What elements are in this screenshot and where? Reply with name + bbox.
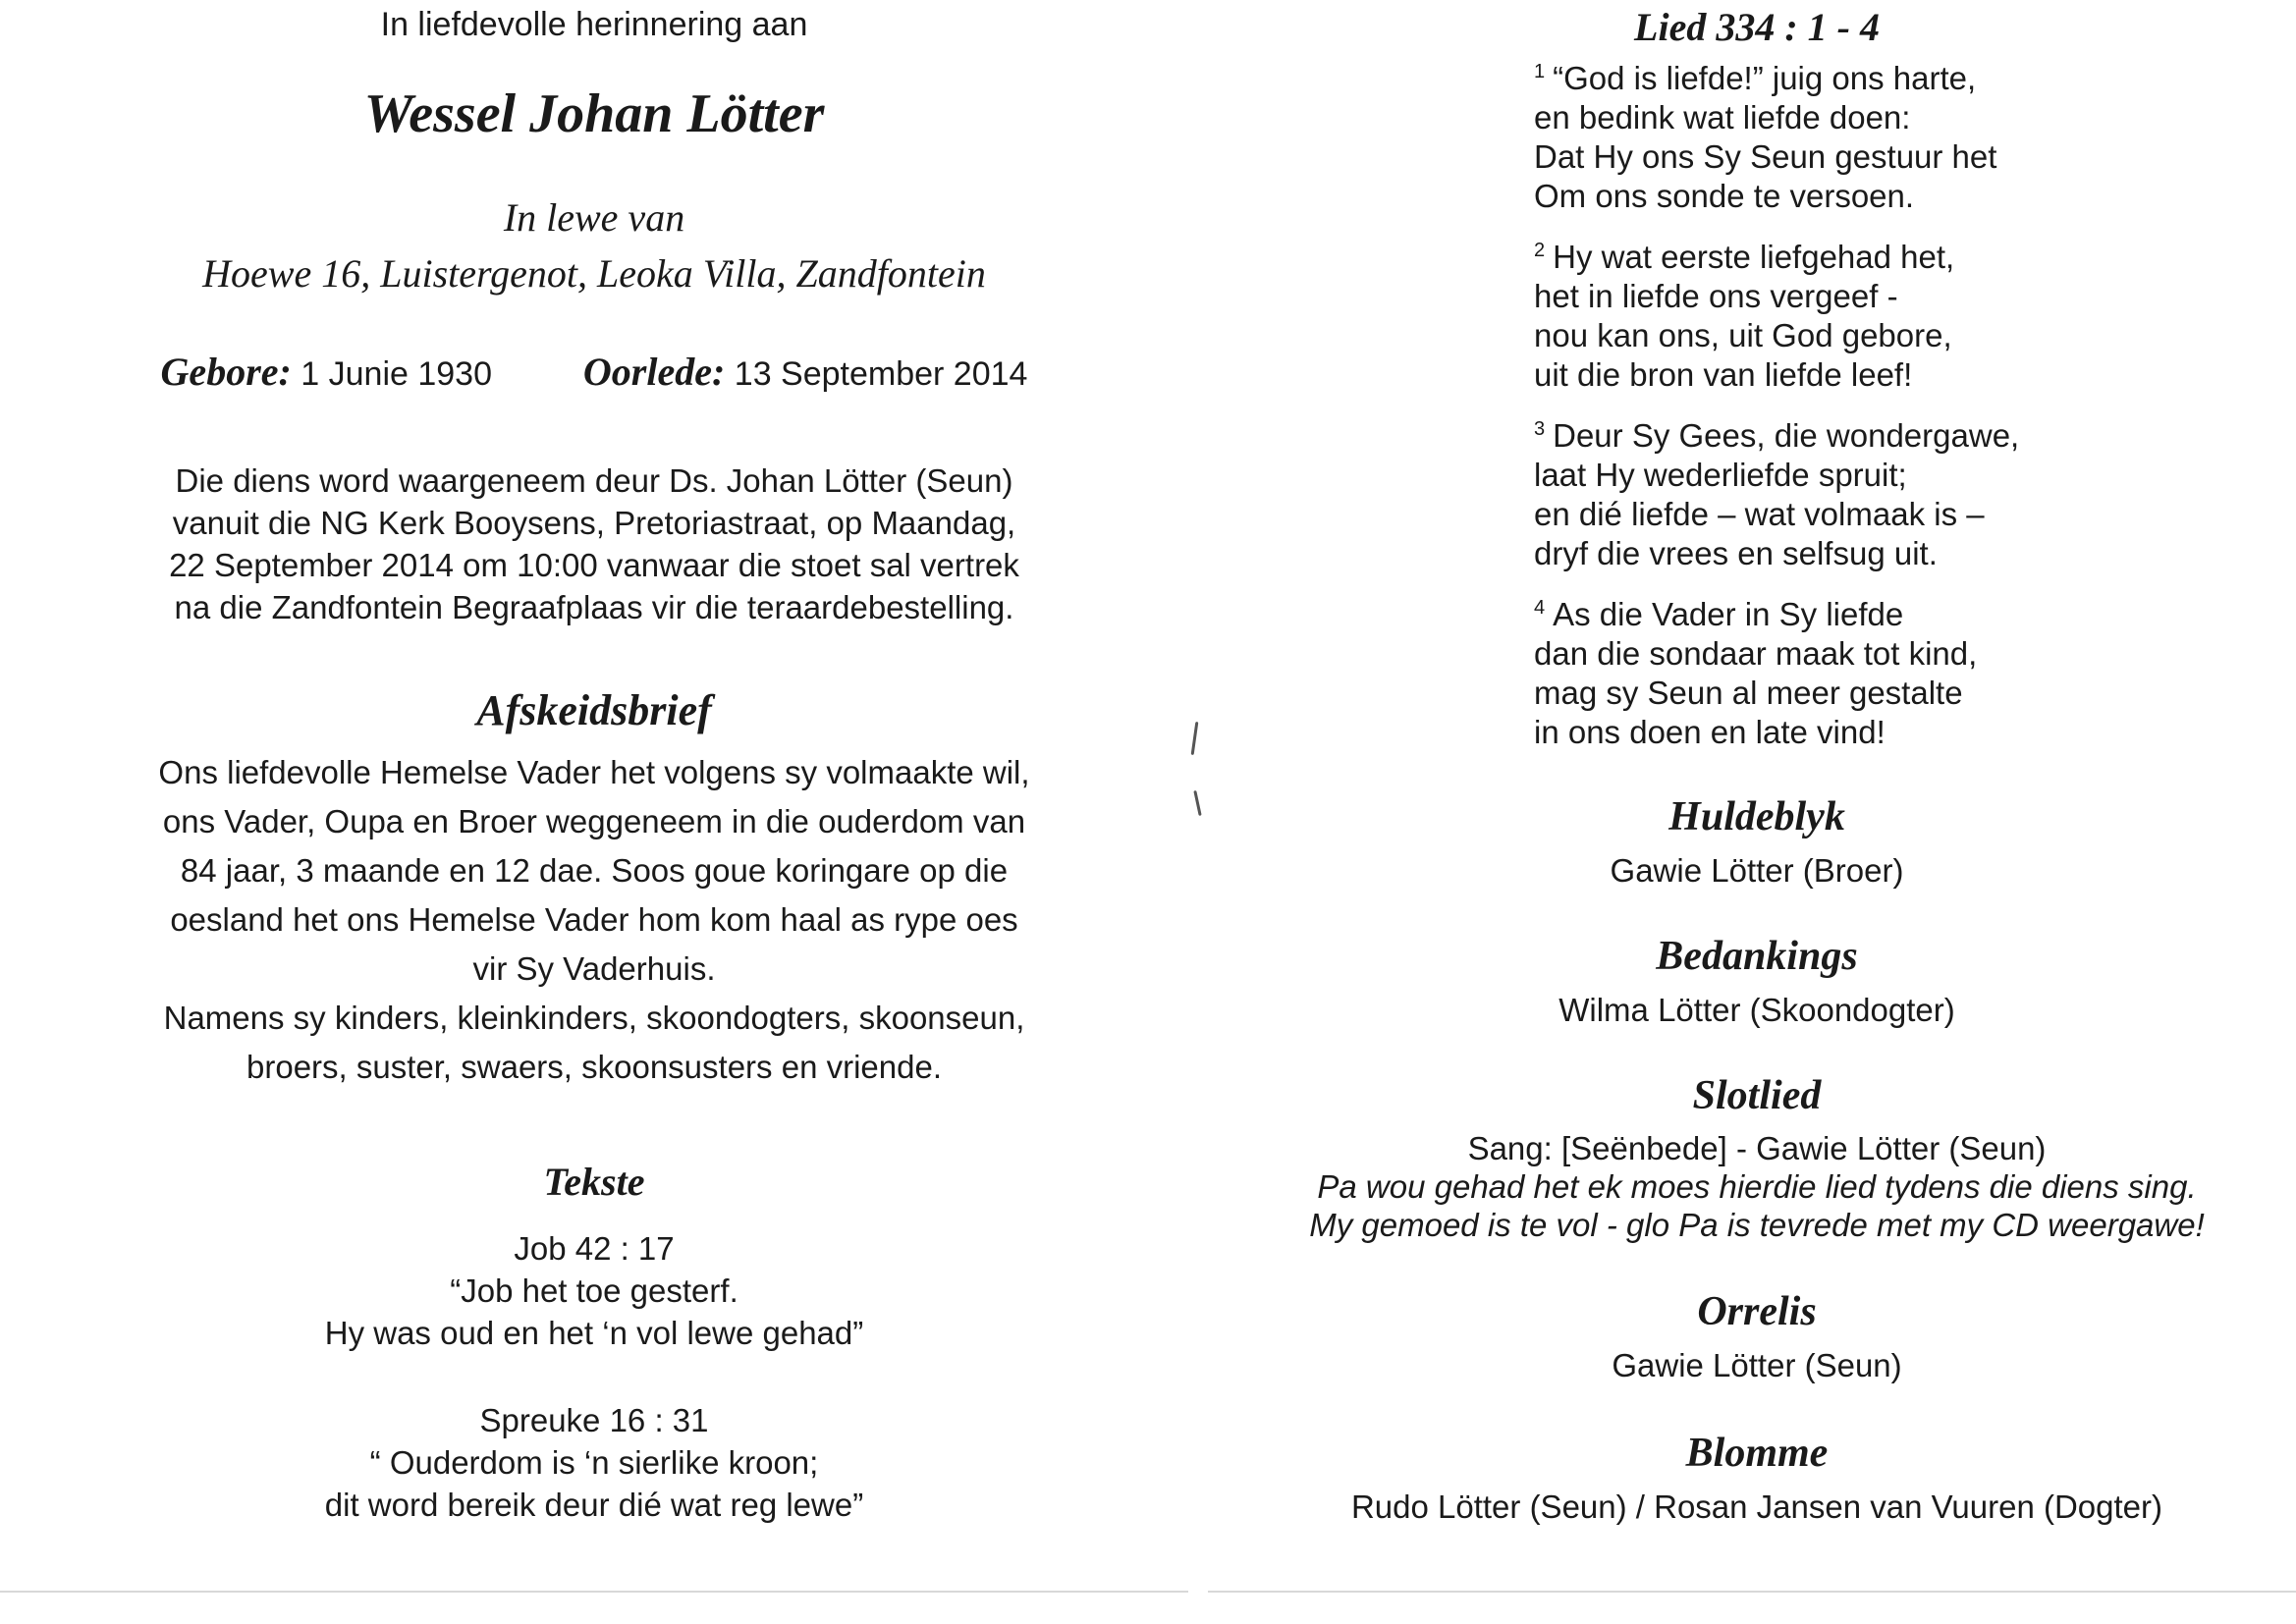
verse-spreuke	[0, 1399, 1188, 1526]
stanza-number: 2	[1534, 240, 1546, 261]
died-date: 13 September 2014	[734, 355, 1028, 393]
verse-line: “ Ouderdom is ‘n sierlike kroon;	[369, 1444, 819, 1481]
stanza-line: in ons doen en late vind!	[1534, 714, 1886, 750]
born-label: Gebore:	[160, 350, 292, 394]
afskeid-line: Namens sy kinders, kleinkinders, skoondogters, skoonseun,	[163, 1000, 1025, 1036]
afskeid-line: Ons liefdevolle Hemelse Vader het volgens sy volmaakte wil,	[158, 754, 1030, 790]
scan-edge	[0, 1591, 1188, 1593]
stanza	[1534, 59, 2221, 216]
stanza-line: nou kan ons, uit God gebore,	[1534, 317, 1952, 353]
stanza-line: laat Hy wederliefde spruit;	[1534, 457, 1907, 493]
afskeid-line: 84 jaar, 3 maande en 12 dae. Soos goue koringare op die	[180, 852, 1009, 889]
huldeblyk-value: Gawie Lötter (Broer)	[1610, 852, 1904, 889]
service-line: na die Zandfontein Begraafplaas vir die teraardebestelling.	[174, 589, 1014, 625]
in-lewe-van: In lewe van	[503, 195, 685, 240]
huldeblyk-heading: Huldeblyk	[1668, 794, 1845, 839]
verse-reference: Job 42 : 17	[514, 1230, 675, 1267]
deceased-name: Wessel Johan Lötter	[363, 83, 825, 144]
born-date: 1 Junie 1930	[301, 355, 493, 393]
slotlied-line: Sang: [Seënbede] - Gawie Lötter (Seun)	[1467, 1130, 2047, 1166]
afskeidsbrief-body	[0, 748, 1188, 1092]
stanza-line: “God is liefde!” juig ons harte,	[1553, 60, 1977, 96]
fold-mark	[1191, 722, 1199, 755]
verse-job	[0, 1227, 1188, 1354]
hymn-stanzas	[1534, 59, 2221, 774]
stanza	[1534, 416, 2221, 573]
intro-text: In liefdevolle herinnering aan	[380, 6, 808, 43]
stanza-number: 3	[1534, 418, 1546, 440]
bedankings-value: Wilma Lötter (Skoondogter)	[1558, 992, 1955, 1028]
orrelis-value: Gawie Lötter (Seun)	[1612, 1347, 1902, 1383]
stanza-line: Dat Hy ons Sy Seun gestuur het	[1534, 138, 1997, 175]
verse-line: dit word bereik deur dié wat reg lewe”	[324, 1487, 864, 1523]
afskeid-line: broers, suster, swaers, skoonsusters en vriende.	[246, 1049, 942, 1085]
lied-heading: Lied 334 : 1 - 4	[1634, 5, 1880, 49]
stanza-line: mag sy Seun al meer gestalte	[1534, 675, 1963, 711]
afskeid-line: oesland het ons Hemelse Vader hom kom haal as rype oes	[170, 901, 1018, 938]
tekste-heading: Tekste	[543, 1160, 645, 1204]
slotlied-details	[1218, 1129, 2296, 1244]
fold-mark	[1193, 790, 1201, 816]
verse-reference: Spreuke 16 : 31	[479, 1402, 709, 1438]
slotlied-heading: Slotlied	[1692, 1073, 1822, 1118]
stanza	[1534, 238, 2221, 395]
service-line: 22 September 2014 om 10:00 vanwaar die stoet sal vertrek	[169, 547, 1019, 583]
stanza-number: 1	[1534, 61, 1546, 82]
service-details	[0, 460, 1188, 628]
afskeid-line: ons Vader, Oupa en Broer weggeneem in die ouderdom van	[162, 803, 1026, 839]
slotlied-note: Pa wou gehad het ek moes hierdie lied tydens die diens sing.	[1317, 1168, 2197, 1205]
stanza-line: As die Vader in Sy liefde	[1553, 596, 1904, 632]
stanza-line: Om ons sonde te versoen.	[1534, 178, 1915, 214]
afskeidsbrief-heading: Afskeidsbrief	[476, 686, 712, 734]
died-label: Oorlede:	[582, 350, 726, 394]
verse-line: Hy was oud en het ‘n vol lewe gehad”	[324, 1315, 864, 1351]
right-page	[1218, 0, 2296, 1624]
bedankings-heading: Bedankings	[1656, 934, 1858, 979]
stanza-number: 4	[1534, 597, 1546, 619]
stanza-line: dan die sondaar maak tot kind,	[1534, 635, 1978, 672]
service-line: Die diens word waargeneem deur Ds. Johan Lötter (Seun)	[175, 462, 1013, 499]
blomme-heading: Blomme	[1685, 1431, 1829, 1476]
verse-line: “Job het toe gesterf.	[450, 1272, 738, 1309]
blomme-value: Rudo Lötter (Seun) / Rosan Jansen van Vuuren (Dogter)	[1350, 1489, 2163, 1525]
stanza-line: en dié liefde – wat volmaak is –	[1534, 496, 1985, 532]
slotlied-note: My gemoed is te vol - glo Pa is tevrede met my CD weergawe!	[1309, 1207, 2205, 1243]
orrelis-heading: Orrelis	[1697, 1289, 1817, 1334]
afskeid-line: vir Sy Vaderhuis.	[472, 950, 716, 987]
stanza-line: dryf die vrees en selfsug uit.	[1534, 535, 1938, 571]
address: Hoewe 16, Luistergenot, Leoka Villa, Zandfontein	[202, 251, 986, 296]
service-line: vanuit die NG Kerk Booysens, Pretoriastraat, op Maandag,	[172, 505, 1016, 541]
stanza-line: Deur Sy Gees, die wondergawe,	[1553, 417, 2020, 454]
stanza-line: en bedink wat liefde doen:	[1534, 99, 1911, 135]
stanza-line: het in liefde ons vergeef -	[1534, 278, 1898, 314]
dates-line	[0, 349, 1188, 395]
stanza-line: Hy wat eerste liefgehad het,	[1553, 239, 1955, 275]
stanza-line: uit die bron van liefde leef!	[1534, 356, 1913, 393]
stanza	[1534, 595, 2221, 752]
